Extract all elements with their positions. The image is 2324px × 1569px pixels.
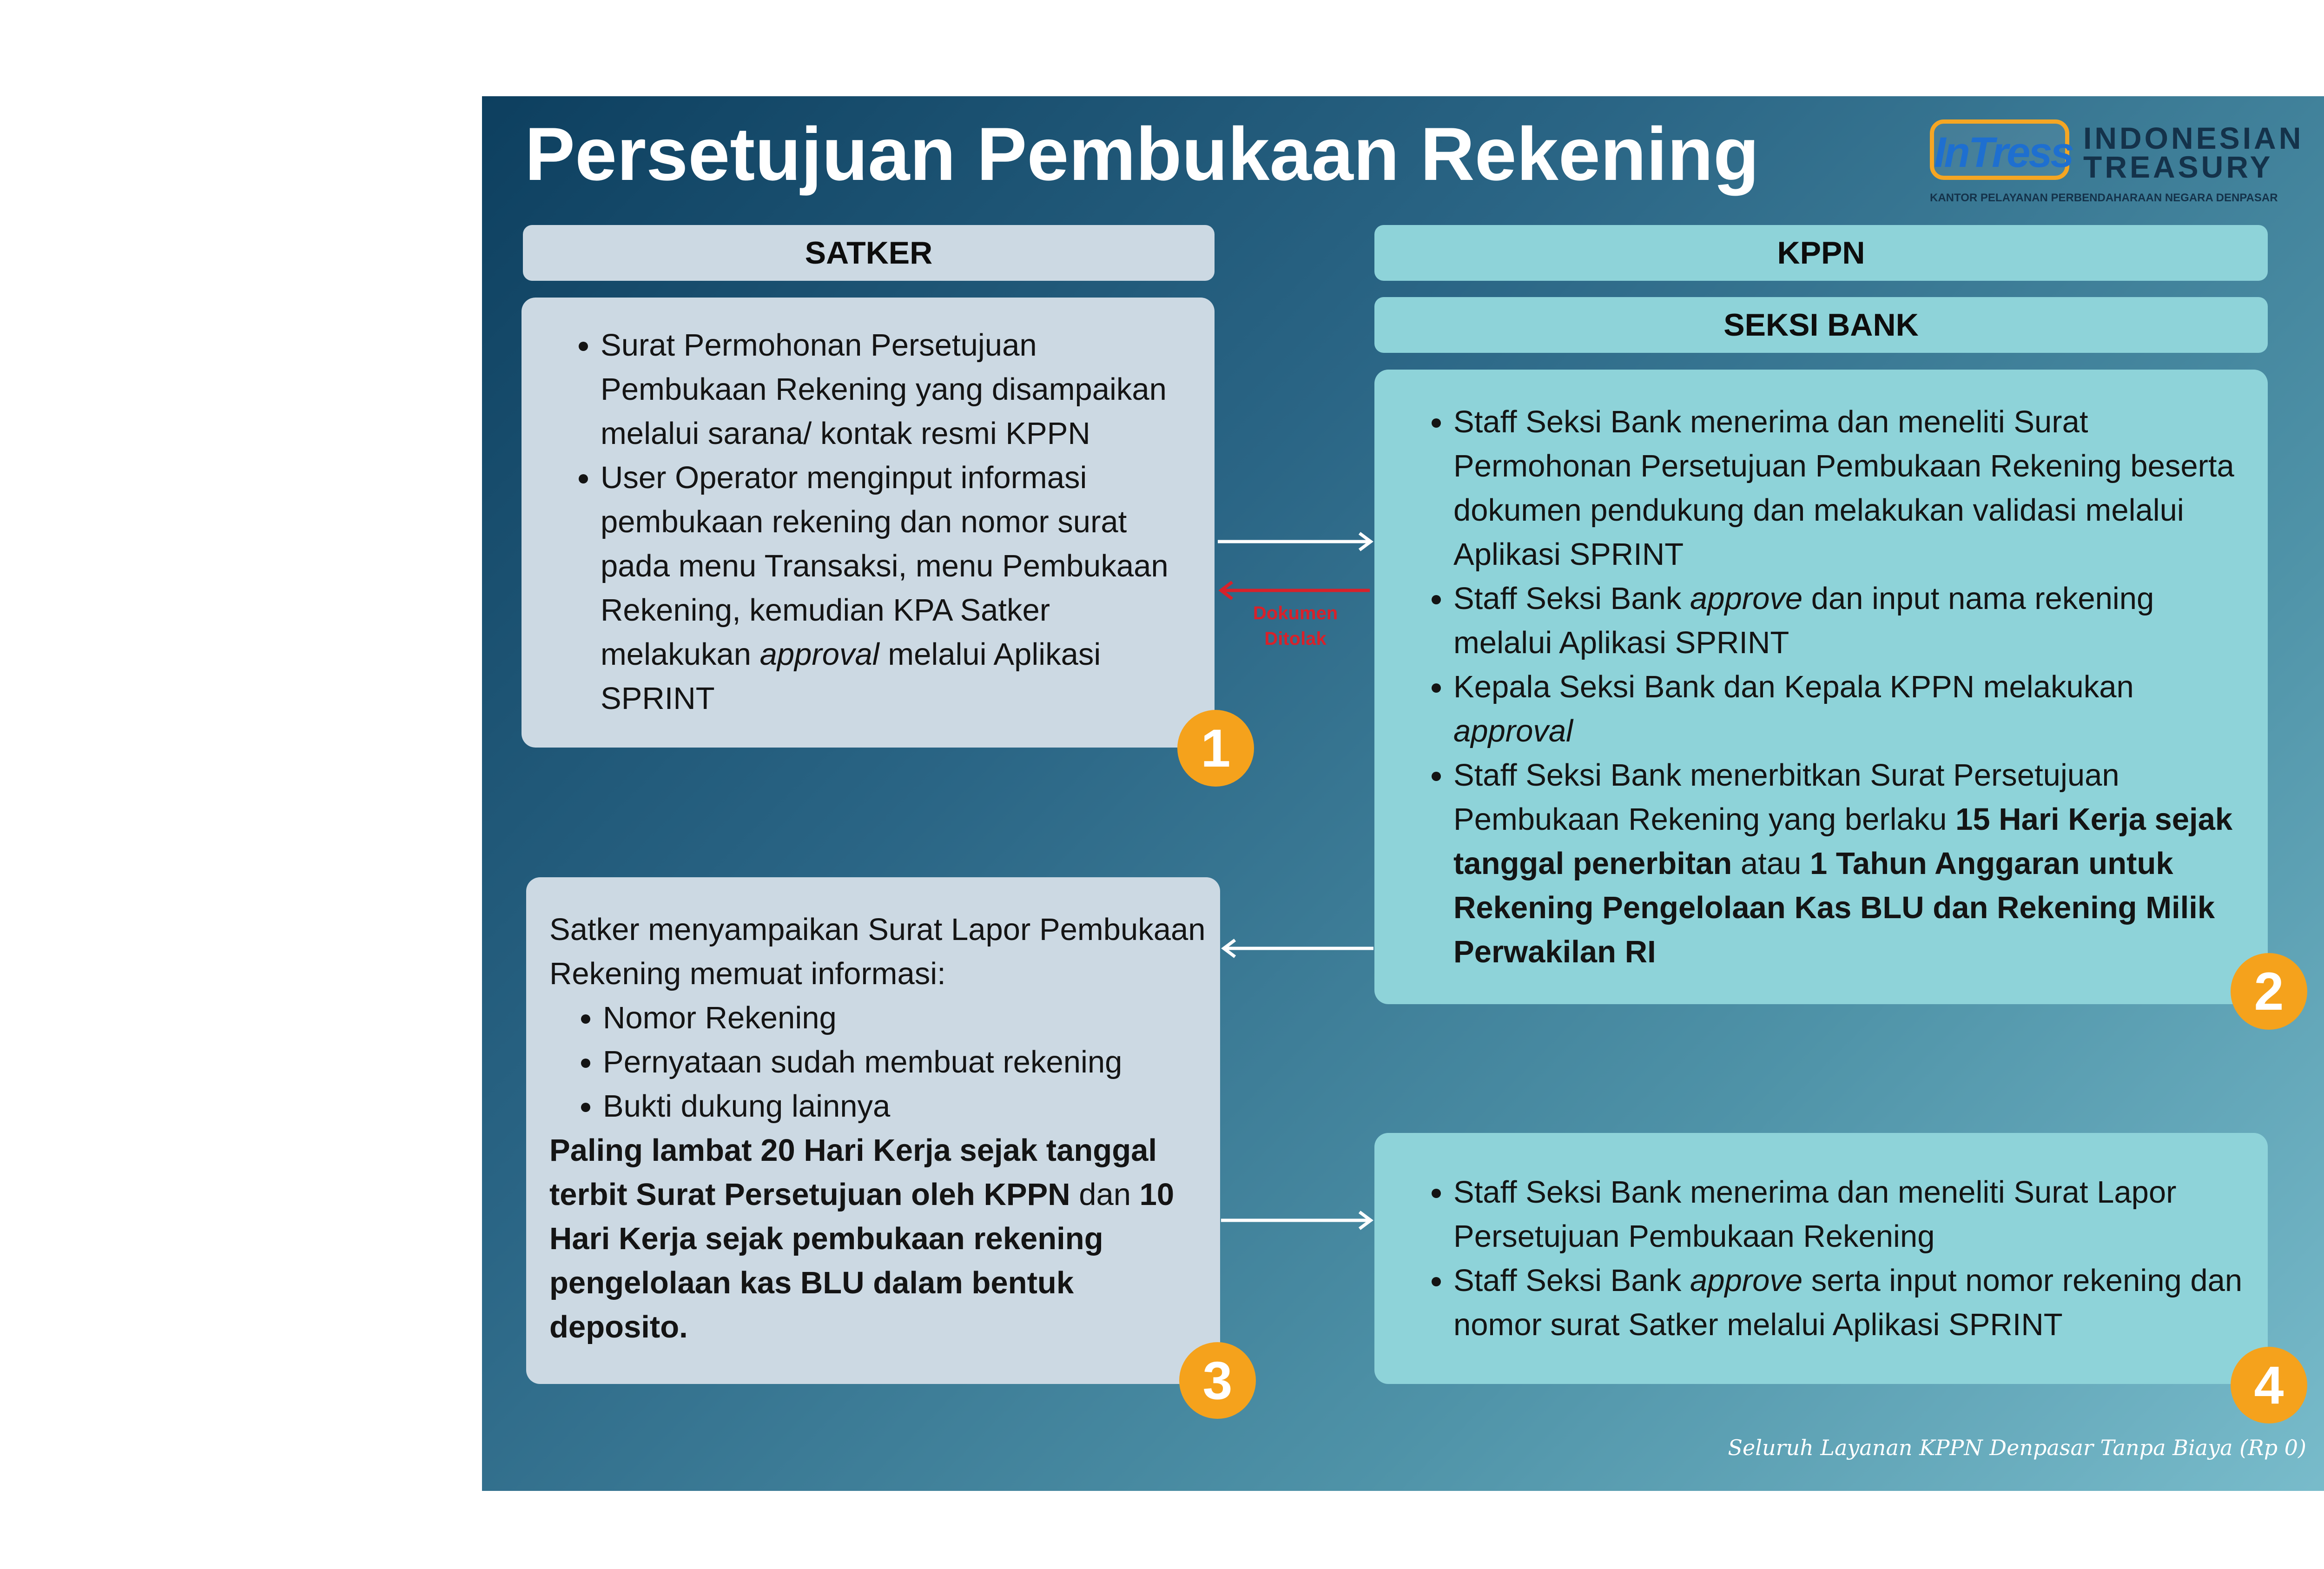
step-badge-3: 3: [1179, 1342, 1256, 1419]
logo-office-name: KANTOR PELAYANAN PERBENDAHARAAN NEGARA DENPASAR: [1930, 192, 2278, 204]
step2-item-text: Staff Seksi Bank: [1453, 581, 1690, 616]
arrow-step2-to-step3: [1224, 940, 1373, 957]
step2-item-text: Staff Seksi Bank menerbitkan Surat Persetujuan Pembukaan Rekening yang berlaku: [1453, 758, 2119, 837]
step4-item-text: Staff Seksi Bank menerima dan meneliti Surat Lapor Persetujuan Pembukaan Rekening: [1453, 1175, 2177, 1254]
page-title: Persetujuan Pembukaan Rekening: [525, 112, 1759, 196]
step3-deadline-bold: 10 Hari Kerja sejak pembukaan rekening pengelolaan kas BLU dalam bentuk deposito.: [549, 1177, 1175, 1344]
step3-item: • Nomor Rekening: [603, 996, 1206, 1040]
arrow-step1-to-step2: [1218, 533, 1371, 550]
arrow-rejected-to-step1: [1221, 582, 1370, 599]
step2-item-text: Staff Seksi Bank menerima dan meneliti Surat Permohonan Persetujuan Pembukaan Rekening beserta dokumen pendukung dan melakukan validasi melalui Aplikasi SPRINT: [1453, 404, 2234, 572]
footer-note: Seluruh Layanan KPPN Denpasar Tanpa Biaya (Rp 0): [1728, 1435, 2306, 1460]
seksi-bank-header: SEKSI BANK: [1374, 297, 2268, 353]
step-badge-4: 4: [2231, 1347, 2307, 1423]
step2-item-bold: 1 Tahun Anggaran untuk Rekening Pengelolaan Kas BLU dan Rekening Milik Perwakilan RI: [1453, 846, 2215, 969]
step2-item-text: atau: [1732, 846, 1810, 881]
logo-mark-text: InTress: [1934, 129, 2073, 176]
step2-item-bold: 15 Hari Kerja sejak tanggal penerbitan: [1453, 802, 2233, 881]
step3-deadline-bold: Paling lambat 20 Hari Kerja sejak tanggal terbit Surat Persetujuan oleh KPPN: [549, 1133, 1157, 1212]
infographic-card: [482, 96, 2324, 1491]
step4-item-text: Staff Seksi Bank: [1453, 1263, 1690, 1298]
step1-item-text: Surat Permohonan Persetujuan Pembukaan Rekening yang disampaikan melalui sarana/ kontak resmi KPPN: [601, 328, 1167, 451]
step3-deadline-text: dan: [1070, 1177, 1140, 1212]
step1-item-italic: approval: [759, 637, 879, 672]
step-badge-1: 1: [1177, 710, 1254, 787]
step2-item-text: Kepala Seksi Bank dan Kepala KPPN melakukan: [1453, 669, 2134, 704]
step1-item-text: User Operator menginput informasi pembukaan rekening dan nomor surat pada menu Transaksi, menu Pembukaan Rekening, kemudian KPA Satker melakukan: [601, 460, 1169, 672]
flow-arrows: [482, 96, 2324, 1491]
step2-item-italic: approval: [1453, 714, 1573, 748]
step3-item: • Pernyataan sudah membuat rekening: [603, 1040, 1206, 1084]
rejected-document-label: Dokumen Ditolak: [1253, 603, 1338, 649]
step3-item: • Bukti dukung lainnya: [603, 1084, 1206, 1128]
arrow-step3-to-step4: [1221, 1212, 1371, 1229]
logo-treasury: TREASURY: [2083, 150, 2273, 184]
logo-indonesian: INDONESIAN: [2083, 121, 2304, 155]
step4-item-italic: approve: [1690, 1263, 1803, 1298]
step2-item-italic: approve: [1690, 581, 1803, 616]
step4-item-text: serta input nomor rekening dan nomor surat Satker melalui Aplikasi SPRINT: [1453, 1263, 2243, 1342]
satker-header: SATKER: [523, 225, 1215, 281]
step2-item-text: dan input nama rekening melalui Aplikasi SPRINT: [1453, 581, 2154, 660]
step3-intro: Satker menyampaikan Surat Lapor Pembukaan Rekening memuat informasi:: [549, 912, 1206, 991]
step1-item-text: melalui Aplikasi SPRINT: [601, 637, 1101, 716]
step-badge-2: 2: [2231, 953, 2307, 1030]
kppn-header: KPPN: [1374, 225, 2268, 281]
